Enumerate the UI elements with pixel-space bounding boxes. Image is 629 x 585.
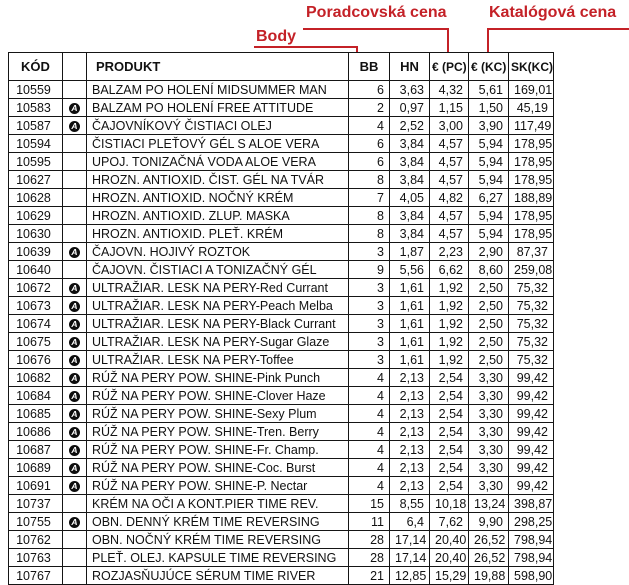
sk-price-cell: 99,42	[509, 387, 554, 405]
bb-points-cell: 4	[349, 117, 390, 135]
promo-badge-icon: A	[69, 481, 80, 492]
column-header-kod: KÓD	[9, 53, 63, 81]
badge-cell	[63, 189, 87, 207]
product-code-cell: 10559	[9, 81, 63, 99]
badge-cell	[63, 135, 87, 153]
product-code-cell: 10629	[9, 207, 63, 225]
badge-cell	[63, 279, 87, 297]
catalog-price-cell: 3,30	[469, 369, 509, 387]
table-row	[9, 333, 554, 351]
product-code-cell: 10639	[9, 243, 63, 261]
promo-badge-icon: A	[69, 337, 80, 348]
promo-badge-icon: A	[69, 121, 80, 132]
sk-price-cell: 75,32	[509, 279, 554, 297]
hn-price-cell: 2,13	[390, 477, 430, 495]
sk-price-cell: 75,32	[509, 297, 554, 315]
product-code-cell: 10628	[9, 189, 63, 207]
advisor-price-callout-label: Poradcovská cena	[306, 4, 447, 21]
product-code-cell: 10682	[9, 369, 63, 387]
bb-points-cell: 3	[349, 315, 390, 333]
catalog-price-cell: 1,50	[469, 99, 509, 117]
table-row	[9, 369, 554, 387]
sk-price-cell: 398,87	[509, 495, 554, 513]
table-row	[9, 387, 554, 405]
product-name-cell: RÚŽ NA PERY POW. SHINE-Pink Punch	[87, 369, 349, 387]
hn-price-cell: 1,61	[390, 279, 430, 297]
catalog-price-cell: 2,50	[469, 333, 509, 351]
product-code-cell: 10691	[9, 477, 63, 495]
product-name-cell: ULTRAŽIAR. LESK NA PERY-Peach Melba	[87, 297, 349, 315]
hn-price-cell: 12,85	[390, 567, 430, 585]
catalog-price-cell: 3,30	[469, 459, 509, 477]
advisor-price-callout-line-vertical	[447, 28, 449, 53]
table-row	[9, 279, 554, 297]
product-name-cell: ROZJASŇUJÚCE SÉRUM TIME RIVER	[87, 567, 349, 585]
bb-points-cell: 6	[349, 81, 390, 99]
bb-points-cell: 11	[349, 513, 390, 531]
advisor-price-cell: 2,54	[430, 423, 469, 441]
bb-points-cell: 9	[349, 261, 390, 279]
sk-price-cell: 117,49	[509, 117, 554, 135]
advisor-price-cell: 1,15	[430, 99, 469, 117]
advisor-price-cell: 4,57	[430, 135, 469, 153]
promo-badge-icon: A	[69, 319, 80, 330]
table-row	[9, 315, 554, 333]
product-name-cell: ČAJOVN. ČISTIACI A TONIZAČNÝ GÉL	[87, 261, 349, 279]
badge-cell	[63, 117, 87, 135]
bb-points-cell: 3	[349, 297, 390, 315]
hn-price-cell: 17,14	[390, 549, 430, 567]
table-row	[9, 441, 554, 459]
catalog-price-callout-line-vertical	[487, 28, 489, 53]
promo-badge-icon: A	[69, 247, 80, 258]
promo-badge-icon: A	[69, 373, 80, 384]
bb-points-cell: 7	[349, 189, 390, 207]
advisor-price-cell: 20,40	[430, 549, 469, 567]
promo-badge-icon: A	[69, 391, 80, 402]
advisor-price-cell: 2,54	[430, 405, 469, 423]
hn-price-cell: 3,84	[390, 153, 430, 171]
advisor-price-cell: 1,92	[430, 315, 469, 333]
product-code-cell: 10594	[9, 135, 63, 153]
hn-price-cell: 3,84	[390, 135, 430, 153]
sk-price-cell: 75,32	[509, 351, 554, 369]
product-code-cell: 10687	[9, 441, 63, 459]
advisor-price-cell: 3,00	[430, 117, 469, 135]
hn-price-cell: 1,61	[390, 315, 430, 333]
catalog-price-cell: 3,30	[469, 423, 509, 441]
table-row	[9, 567, 554, 585]
bb-points-cell: 6	[349, 153, 390, 171]
sk-price-cell: 99,42	[509, 459, 554, 477]
advisor-price-cell: 15,29	[430, 567, 469, 585]
catalog-price-cell: 5,94	[469, 153, 509, 171]
advisor-price-cell: 4,57	[430, 225, 469, 243]
promo-badge-icon: A	[69, 301, 80, 312]
price-table-body	[9, 81, 554, 585]
badge-cell	[63, 315, 87, 333]
sk-price-cell: 259,08	[509, 261, 554, 279]
badge-cell	[63, 333, 87, 351]
bb-points-cell: 3	[349, 333, 390, 351]
table-row	[9, 297, 554, 315]
badge-cell	[63, 225, 87, 243]
product-code-cell: 10684	[9, 387, 63, 405]
hn-price-cell: 0,97	[390, 99, 430, 117]
catalog-price-cell: 2,50	[469, 297, 509, 315]
badge-cell	[63, 513, 87, 531]
badge-cell	[63, 81, 87, 99]
sk-price-cell: 178,95	[509, 171, 554, 189]
product-code-cell: 10685	[9, 405, 63, 423]
product-code-cell: 10583	[9, 99, 63, 117]
badge-cell	[63, 441, 87, 459]
product-name-cell: ULTRAŽIAR. LESK NA PERY-Sugar Glaze	[87, 333, 349, 351]
hn-price-cell: 5,56	[390, 261, 430, 279]
table-row	[9, 171, 554, 189]
bb-points-cell: 4	[349, 423, 390, 441]
product-code-cell: 10767	[9, 567, 63, 585]
table-row	[9, 477, 554, 495]
product-name-cell: UPOJ. TONIZAČNÁ VODA ALOE VERA	[87, 153, 349, 171]
catalog-price-cell: 3,30	[469, 387, 509, 405]
sk-price-cell: 178,95	[509, 153, 554, 171]
table-row	[9, 225, 554, 243]
product-name-cell: RÚŽ NA PERY POW. SHINE-Sexy Plum	[87, 405, 349, 423]
sk-price-cell: 298,25	[509, 513, 554, 531]
bb-points-cell: 6	[349, 135, 390, 153]
advisor-price-cell: 1,92	[430, 351, 469, 369]
product-code-cell: 10672	[9, 279, 63, 297]
catalog-price-cell: 2,90	[469, 243, 509, 261]
table-row	[9, 261, 554, 279]
promo-badge-icon: A	[69, 283, 80, 294]
promo-badge-icon: A	[69, 445, 80, 456]
sk-price-cell: 798,94	[509, 531, 554, 549]
product-name-cell: ULTRAŽIAR. LESK NA PERY-Black Currant	[87, 315, 349, 333]
bb-points-cell: 28	[349, 549, 390, 567]
promo-badge-icon: A	[69, 409, 80, 420]
badge-cell	[63, 369, 87, 387]
hn-price-cell: 3,84	[390, 225, 430, 243]
product-name-cell: OBN. NOČNÝ KRÉM TIME REVERSING	[87, 531, 349, 549]
catalog-price-cell: 2,50	[469, 351, 509, 369]
product-code-cell: 10630	[9, 225, 63, 243]
table-row	[9, 549, 554, 567]
product-name-cell: PLEŤ. OLEJ. KAPSULE TIME REVERSING	[87, 549, 349, 567]
table-row	[9, 243, 554, 261]
catalog-price-cell: 26,52	[469, 531, 509, 549]
advisor-price-cell: 2,54	[430, 369, 469, 387]
sk-price-cell: 99,42	[509, 405, 554, 423]
product-name-cell: OBN. DENNÝ KRÉM TIME REVERSING	[87, 513, 349, 531]
promo-badge-icon: A	[69, 103, 80, 114]
badge-cell	[63, 207, 87, 225]
table-row	[9, 99, 554, 117]
hn-price-cell: 3,84	[390, 171, 430, 189]
column-header-sk: SK(KC)	[509, 53, 554, 81]
catalog-price-cell: 5,94	[469, 135, 509, 153]
badge-cell	[63, 423, 87, 441]
catalog-price-cell: 3,90	[469, 117, 509, 135]
badge-cell	[63, 387, 87, 405]
badge-cell	[63, 459, 87, 477]
product-name-cell: HROZN. ANTIOXID. ZLUP. MASKA	[87, 207, 349, 225]
bb-points-cell: 8	[349, 207, 390, 225]
sk-price-cell: 45,19	[509, 99, 554, 117]
advisor-price-callout-line-horizontal	[303, 28, 449, 30]
product-name-cell: RÚŽ NA PERY POW. SHINE-P. Nectar	[87, 477, 349, 495]
badge-cell	[63, 171, 87, 189]
sk-price-cell: 798,94	[509, 549, 554, 567]
badge-cell	[63, 261, 87, 279]
bb-points-cell: 4	[349, 477, 390, 495]
product-name-cell: HROZN. ANTIOXID. PLEŤ. KRÉM	[87, 225, 349, 243]
body-points-callout-label: Body	[256, 28, 296, 45]
catalog-price-callout-label: Katalógová cena	[489, 4, 617, 21]
catalog-price-cell: 5,61	[469, 81, 509, 99]
hn-price-cell: 1,61	[390, 333, 430, 351]
advisor-price-cell: 20,40	[430, 531, 469, 549]
product-name-cell: RÚŽ NA PERY POW. SHINE-Tren. Berry	[87, 423, 349, 441]
product-name-cell: ULTRAŽIAR. LESK NA PERY-Red Currant	[87, 279, 349, 297]
advisor-price-cell: 1,92	[430, 333, 469, 351]
product-name-cell: RÚŽ NA PERY POW. SHINE-Clover Haze	[87, 387, 349, 405]
catalog-price-cell: 2,50	[469, 279, 509, 297]
bb-points-cell: 4	[349, 405, 390, 423]
table-header-row	[9, 53, 554, 81]
sk-price-cell: 178,95	[509, 225, 554, 243]
sk-price-cell: 75,32	[509, 333, 554, 351]
advisor-price-cell: 4,57	[430, 207, 469, 225]
advisor-price-cell: 4,82	[430, 189, 469, 207]
table-row	[9, 135, 554, 153]
catalog-price-cell: 3,30	[469, 441, 509, 459]
product-code-cell: 10587	[9, 117, 63, 135]
column-header-kc: € (KC)	[469, 53, 509, 81]
product-code-cell: 10737	[9, 495, 63, 513]
bb-points-cell: 2	[349, 99, 390, 117]
hn-price-cell: 2,13	[390, 387, 430, 405]
product-code-cell: 10640	[9, 261, 63, 279]
hn-price-cell: 4,05	[390, 189, 430, 207]
product-code-cell: 10686	[9, 423, 63, 441]
hn-price-cell: 17,14	[390, 531, 430, 549]
hn-price-cell: 1,61	[390, 297, 430, 315]
advisor-price-cell: 10,18	[430, 495, 469, 513]
product-name-cell: HROZN. ANTIOXID. NOČNÝ KRÉM	[87, 189, 349, 207]
bb-points-cell: 3	[349, 279, 390, 297]
badge-cell	[63, 549, 87, 567]
table-row	[9, 117, 554, 135]
table-row	[9, 459, 554, 477]
catalog-price-cell: 6,27	[469, 189, 509, 207]
badge-cell	[63, 351, 87, 369]
advisor-price-cell: 4,57	[430, 153, 469, 171]
bb-points-cell: 21	[349, 567, 390, 585]
bb-points-cell: 4	[349, 441, 390, 459]
catalog-price-cell: 8,60	[469, 261, 509, 279]
advisor-price-cell: 2,23	[430, 243, 469, 261]
product-code-cell: 10762	[9, 531, 63, 549]
product-code-cell: 10689	[9, 459, 63, 477]
product-name-cell: BALZAM PO HOLENÍ FREE ATTITUDE	[87, 99, 349, 117]
product-name-cell: HROZN. ANTIOXID. ČIST. GÉL NA TVÁR	[87, 171, 349, 189]
promo-badge-icon: A	[69, 517, 80, 528]
price-table-container	[8, 52, 557, 583]
bb-points-cell: 4	[349, 369, 390, 387]
advisor-price-cell: 2,54	[430, 459, 469, 477]
sk-price-cell: 99,42	[509, 369, 554, 387]
product-code-cell: 10627	[9, 171, 63, 189]
sk-price-cell: 99,42	[509, 441, 554, 459]
hn-price-cell: 1,61	[390, 351, 430, 369]
advisor-price-cell: 2,54	[430, 477, 469, 495]
advisor-price-cell: 1,92	[430, 297, 469, 315]
product-name-cell: ČAJOVN. HOJIVÝ ROZTOK	[87, 243, 349, 261]
promo-badge-icon: A	[69, 427, 80, 438]
product-code-cell: 10675	[9, 333, 63, 351]
column-header-hn: HN	[390, 53, 430, 81]
hn-price-cell: 2,13	[390, 459, 430, 477]
hn-price-cell: 2,13	[390, 369, 430, 387]
product-code-cell: 10595	[9, 153, 63, 171]
badge-cell	[63, 531, 87, 549]
table-row	[9, 207, 554, 225]
table-row	[9, 531, 554, 549]
catalog-price-cell: 9,90	[469, 513, 509, 531]
product-name-cell: ULTRAŽIAR. LESK NA PERY-Toffee	[87, 351, 349, 369]
advisor-price-cell: 1,92	[430, 279, 469, 297]
product-name-cell: RÚŽ NA PERY POW. SHINE-Coc. Burst	[87, 459, 349, 477]
bb-points-cell: 3	[349, 351, 390, 369]
hn-price-cell: 2,13	[390, 405, 430, 423]
product-code-cell: 10676	[9, 351, 63, 369]
sk-price-cell: 99,42	[509, 423, 554, 441]
badge-cell	[63, 405, 87, 423]
advisor-price-cell: 4,32	[430, 81, 469, 99]
product-code-cell: 10763	[9, 549, 63, 567]
catalog-price-cell: 3,30	[469, 405, 509, 423]
bb-points-cell: 4	[349, 459, 390, 477]
advisor-price-cell: 2,54	[430, 387, 469, 405]
hn-price-cell: 3,63	[390, 81, 430, 99]
advisor-price-cell: 6,62	[430, 261, 469, 279]
product-name-cell: KRÉM NA OČI A KONT.PIER TIME REV.	[87, 495, 349, 513]
bb-points-cell: 3	[349, 243, 390, 261]
table-row	[9, 405, 554, 423]
bb-points-cell: 8	[349, 225, 390, 243]
sk-price-cell: 99,42	[509, 477, 554, 495]
badge-cell	[63, 477, 87, 495]
product-code-cell: 10674	[9, 315, 63, 333]
table-row	[9, 423, 554, 441]
catalog-price-cell: 26,52	[469, 549, 509, 567]
catalog-price-cell: 19,88	[469, 567, 509, 585]
bb-points-cell: 15	[349, 495, 390, 513]
product-name-cell: BALZAM PO HOLENÍ MIDSUMMER MAN	[87, 81, 349, 99]
product-code-cell: 10673	[9, 297, 63, 315]
hn-price-cell: 2,13	[390, 423, 430, 441]
hn-price-cell: 2,13	[390, 441, 430, 459]
advisor-price-cell: 2,54	[430, 441, 469, 459]
badge-cell	[63, 495, 87, 513]
catalog-price-cell: 3,30	[469, 477, 509, 495]
catalog-price-callout-line-horizontal	[487, 28, 629, 30]
product-name-cell: RÚŽ NA PERY POW. SHINE-Fr. Champ.	[87, 441, 349, 459]
advisor-price-cell: 7,62	[430, 513, 469, 531]
sk-price-cell: 178,95	[509, 135, 554, 153]
sk-price-cell: 75,32	[509, 315, 554, 333]
table-row	[9, 351, 554, 369]
table-row	[9, 81, 554, 99]
catalog-price-cell: 5,94	[469, 207, 509, 225]
bb-points-cell: 4	[349, 387, 390, 405]
table-row	[9, 513, 554, 531]
product-code-cell: 10755	[9, 513, 63, 531]
catalog-price-cell: 13,24	[469, 495, 509, 513]
bb-points-cell: 28	[349, 531, 390, 549]
badge-cell	[63, 99, 87, 117]
column-header-produkt: PRODUKT	[87, 53, 349, 81]
promo-badge-icon: A	[69, 463, 80, 474]
badge-cell	[63, 153, 87, 171]
hn-price-cell: 3,84	[390, 207, 430, 225]
advisor-price-cell: 4,57	[430, 171, 469, 189]
badge-cell	[63, 297, 87, 315]
sk-price-cell: 87,37	[509, 243, 554, 261]
hn-price-cell: 8,55	[390, 495, 430, 513]
sk-price-cell: 598,90	[509, 567, 554, 585]
hn-price-cell: 6,4	[390, 513, 430, 531]
price-table	[8, 52, 554, 585]
catalog-price-cell: 5,94	[469, 225, 509, 243]
body-callout-line-horizontal	[254, 46, 358, 48]
product-name-cell: ČISTIACI PLEŤOVÝ GÉL S ALOE VERA	[87, 135, 349, 153]
badge-cell	[63, 243, 87, 261]
column-header-bb: BB	[349, 53, 390, 81]
column-header-badge	[63, 53, 87, 81]
table-row	[9, 153, 554, 171]
badge-cell	[63, 567, 87, 585]
column-header-pc: € (PC)	[430, 53, 469, 81]
promo-badge-icon: A	[69, 355, 80, 366]
sk-price-cell: 178,95	[509, 207, 554, 225]
sk-price-cell: 188,89	[509, 189, 554, 207]
catalog-price-cell: 5,94	[469, 171, 509, 189]
hn-price-cell: 1,87	[390, 243, 430, 261]
sk-price-cell: 169,01	[509, 81, 554, 99]
table-row	[9, 495, 554, 513]
catalog-price-cell: 2,50	[469, 315, 509, 333]
bb-points-cell: 8	[349, 171, 390, 189]
hn-price-cell: 2,52	[390, 117, 430, 135]
table-row	[9, 189, 554, 207]
product-name-cell: ČAJOVNÍKOVÝ ČISTIACI OLEJ	[87, 117, 349, 135]
